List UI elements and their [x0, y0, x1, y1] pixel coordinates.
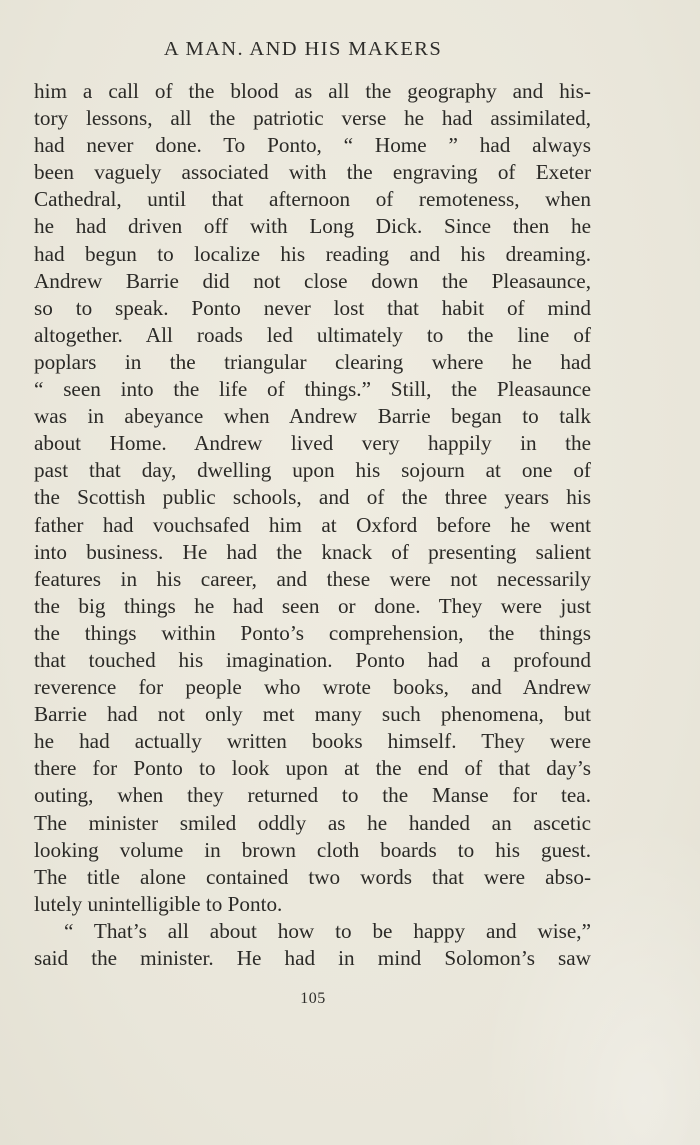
text-line: was in abeyance when Andrew Barrie began to talk [34, 404, 591, 429]
text-line: so to speak. Ponto never lost that habit of mind [34, 295, 591, 320]
text-line: past that day, dwelling upon his sojourn at one of [34, 458, 591, 483]
text-line: “ seen into the life of things.” Still, the Pleasaunce [34, 377, 591, 402]
text-line: reverence for people who wrote books, and Andrew [34, 675, 591, 700]
text-line: Cathedral, until that afternoon of remoteness, when [34, 187, 591, 212]
text-line: he had actually written books himself. They were [34, 729, 591, 754]
text-line: the things within Ponto’s comprehension, the things [34, 620, 591, 645]
text-line: The title alone contained two words that were abso- [34, 864, 591, 889]
text-line: the Scottish public schools, and of the three years his [34, 485, 591, 510]
running-head: A MAN. AND HIS MAKERS [163, 38, 443, 60]
text-line: said the minister. He had in mind Solomon’s saw [34, 946, 591, 970]
text-line: outing, when they returned to the Manse for tea. [34, 783, 591, 808]
text-line: The minister smiled oddly as he handed an ascetic [34, 810, 591, 835]
paragraph-start-line: “ That’s all about how to be happy and wise,” [64, 918, 591, 943]
text-line: Barrie had not only met many such phenomena, but [34, 702, 591, 727]
text-line: been vaguely associated with the engraving of Exeter [34, 160, 591, 185]
text-line: tory lessons, all the patriotic verse he had assimilated, [34, 106, 591, 131]
text-line: altogether. All roads led ultimately to the line of [34, 322, 591, 347]
text-line: there for Ponto to look upon at the end of that day’s [34, 756, 591, 781]
text-line: Andrew Barrie did not close down the Pleasaunce, [34, 268, 591, 293]
paragraph-end-line: lutely unintelligible to Ponto. [34, 891, 283, 916]
text-line: looking volume in brown cloth boards to his guest. [34, 837, 591, 862]
text-line: had begun to localize his reading and his dreaming. [34, 241, 591, 266]
text-line: the big things he had seen or done. They were just [34, 593, 591, 618]
text-line: father had vouchsafed him at Oxford before he went [34, 512, 591, 537]
page-number: 105 [300, 990, 326, 1007]
text-line: features in his career, and these were not necessarily [34, 566, 591, 591]
text-line: he had driven off with Long Dick. Since then he [34, 214, 591, 239]
text-line: that touched his imagination. Ponto had a profound [34, 647, 591, 672]
text-line: him a call of the blood as all the geography and his- [34, 79, 591, 103]
text-line: about Home. Andrew lived very happily in the [34, 431, 591, 456]
text-line: poplars in the triangular clearing where he had [34, 349, 591, 374]
body-text [34, 78, 591, 972]
text-line: into business. He had the knack of presenting salient [34, 539, 591, 564]
text-line: had never done. To Ponto, “ Home ” had always [34, 133, 591, 158]
